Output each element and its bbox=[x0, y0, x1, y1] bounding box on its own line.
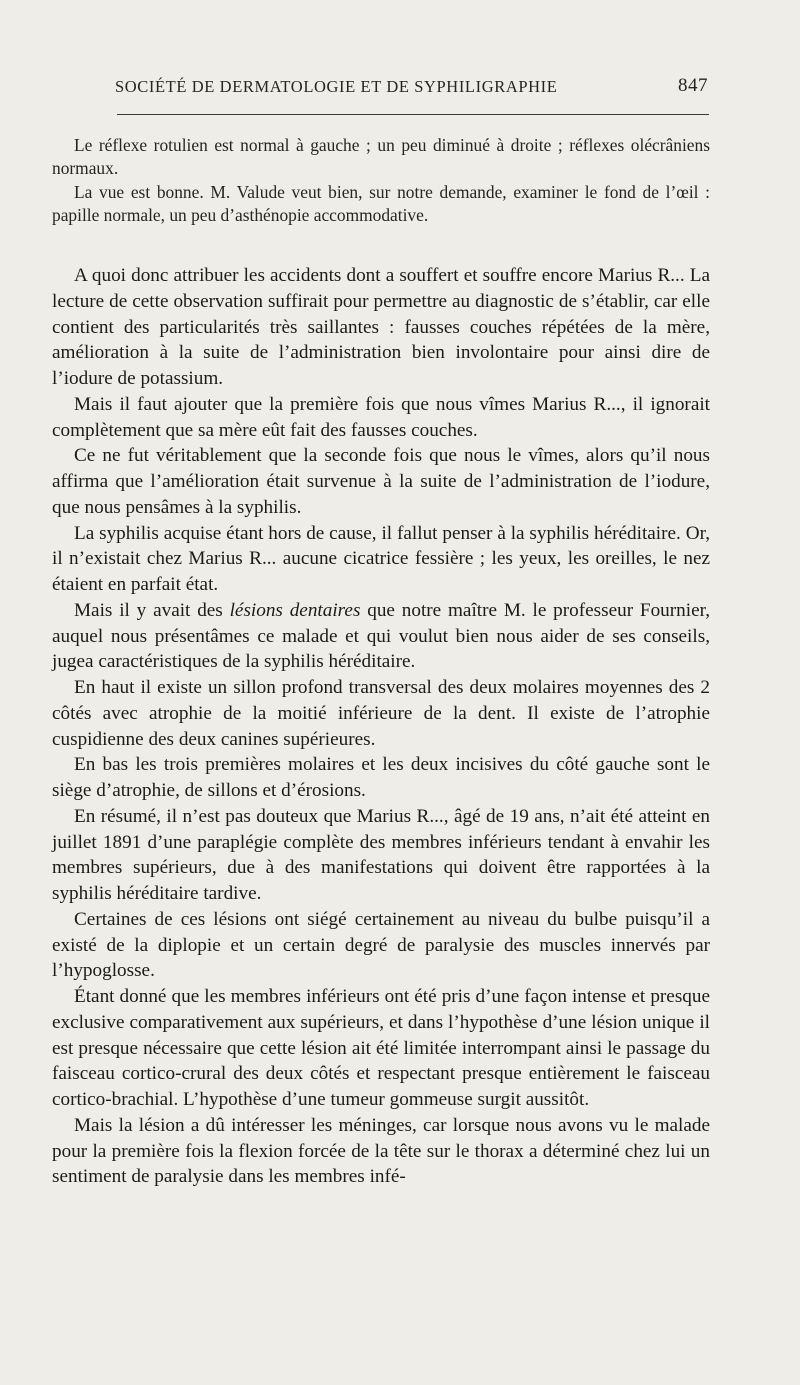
observation-notes bbox=[52, 134, 710, 227]
vision-paragraph: La vue est bonne. M. Valude veut bien, sur notre demande, examiner le fond de l’œil : papille normale, un peu d’asthénopie accommodative. bbox=[52, 181, 710, 225]
paragraph-9: Certaines de ces lésions ont siégé certainement au niveau du bulbe puisqu’il a existé de la diplopie et un certain degré de paralysie des muscles innervés par l’hypoglosse. bbox=[52, 908, 710, 982]
paragraph-10: Étant donné que les membres inférieurs ont été pris d’une façon intense et presque exclusive comparativement aux supérieurs, et dans l’hypothèse d’une lésion unique il est presque nécessaire que cette lésion ait été limitée interrompant ainsi le passage du faisceau cortico-crural des deux côtés et respectant presque entièrement le faisceau cortico-brachial. L’hypothèse d’une tumeur gommeuse surgit aussitôt. bbox=[52, 986, 710, 1110]
header-rule bbox=[117, 114, 709, 115]
italic-term: lésions dentaires bbox=[229, 599, 361, 621]
paragraph-5 bbox=[52, 598, 710, 675]
paragraph-1: A quoi donc attribuer les accidents dont a souffert et souffre encore Marius R... La lecture de cette observation suffirait pour permettre au diagnostic de s’établir, car elle contient des particularités très saillantes : fausses couches répétées de la mère, amélioration à la suite de l’administration bien involontaire pour ainsi dire de l’iodure de potassium. bbox=[52, 265, 710, 389]
paragraph-7: En bas les trois premières molaires et les deux incisives du côté gauche sont le siège d’atrophie, de sillons et d’érosions. bbox=[52, 754, 710, 801]
page-number: 847 bbox=[678, 75, 708, 96]
paragraph-11: Mais la lésion a dû intéresser les méninges, car lorsque nous avons vu le malade pour la première fois la flexion forcée de la tête sur le thorax a déterminé chez lui un sentiment de paralysie dans les membres infé- bbox=[52, 1114, 710, 1188]
paragraph-3: Ce ne fut véritablement que la seconde fois que nous le vîmes, alors qu’il nous affirma que l’amélioration était survenue à la suite de l’administration de l’iodure, que nous pensâmes à la syphilis. bbox=[52, 445, 710, 518]
paragraph-8: En résumé, il n’est pas douteux que Marius R..., âgé de 19 ans, n’ait été atteint en juillet 1891 d’une paraplégie complète des membres inférieurs tendant à envahir les membres supérieurs, due à des manifestations qui doivent être rapportées à la syphilis héréditaire tardive. bbox=[52, 805, 710, 904]
paragraph-4: La syphilis acquise étant hors de cause, il fallut penser à la syphilis héréditaire. Or, il n’existait chez Marius R... aucune cicatrice fessière ; les yeux, les oreilles, le nez étaient en parfait état. bbox=[52, 522, 710, 595]
paragraph-6: En haut il existe un sillon profond transversal des deux molaires moyennes des 2 côtés avec atrophie de la moitié inférieure de la dent. Il existe de l’atrophie cuspidienne des deux canines supérieures. bbox=[52, 677, 710, 750]
reflex-paragraph: Le réflexe rotulien est normal à gauche ; un peu diminué à droite ; réflexes olécrâniens normaux. bbox=[52, 135, 710, 179]
paragraph-5-end: que notre maître M. le professeur Fournier, auquel nous présentâmes ce malade et qui voulut bien nous aider de ses conseils, jugea caractéristiques de la syphilis héréditaire. bbox=[52, 599, 711, 673]
discussion-text bbox=[52, 263, 710, 1190]
running-header bbox=[115, 77, 708, 101]
paragraph-2: Mais il faut ajouter que la première fois que nous vîmes Marius R..., il ignorait complètement que sa mère eût fait des fausses couches. bbox=[52, 393, 710, 441]
journal-title: SOCIÉTÉ DE DERMATOLOGIE ET DE SYPHILIGRAPHIE bbox=[115, 77, 558, 96]
paragraph-5-start: Mais il y avait des bbox=[74, 599, 230, 621]
